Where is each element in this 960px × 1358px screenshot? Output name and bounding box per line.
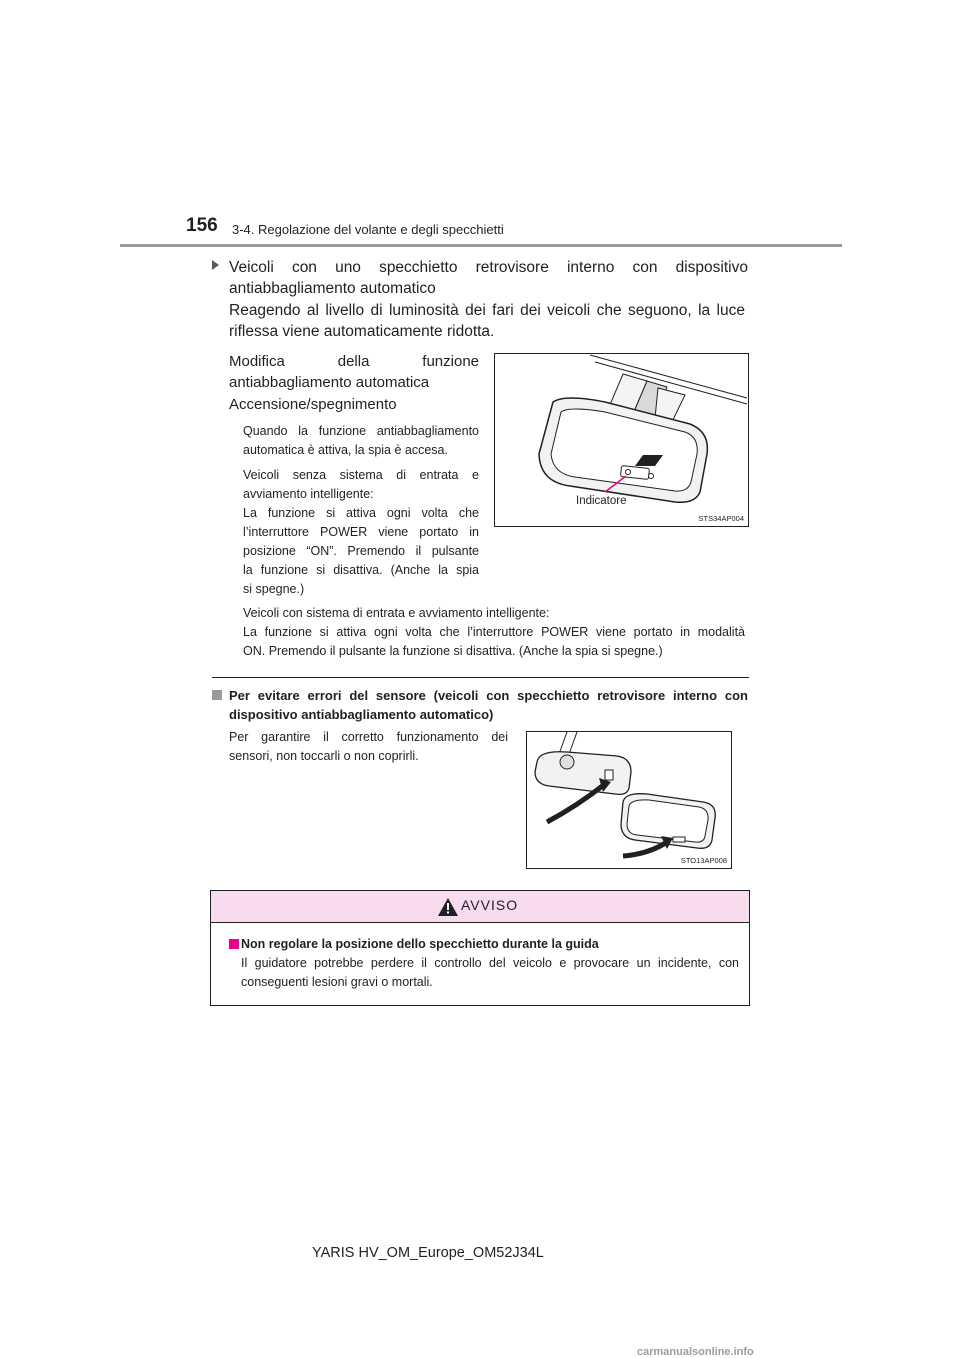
paragraph-active-indicator [243,422,479,460]
sensor-line2: sensori, non toccarli o non coprirli. [229,749,419,763]
function-title-line2: antiabbagliamento automatica [229,374,430,391]
warning-body-line2: conseguenti lesioni gravi o mortali. [241,975,433,989]
warning-body-line1: Il guidatore potrebbe perdere il controllo del veicolo e provocare un incidente, con [241,956,739,970]
mirror-heading-line2: antiabbagliamento automatico [229,280,436,297]
para2-line: l’interruttore POWER viene portato in [243,525,479,539]
function-title [229,351,479,393]
sensor-illustration [527,732,731,868]
watermark: carmanualsonline.info [637,1346,754,1358]
para2-line: posizione “ON”. Premendo il pulsante [243,544,479,558]
sensor-heading [212,686,748,724]
indicator-label: Indicatore [576,495,627,507]
para3-line: La funzione si attiva ogni volta che l’interruttore POWER viene portato in modalità [243,625,745,639]
para2-line: Veicoli senza sistema di entrata e [243,468,479,482]
para1-line1: Quando la funzione antiabbagliamento [243,424,479,438]
square-bullet-icon [229,939,239,949]
sensor-paragraph [229,728,508,766]
sensor-location-figure [526,731,732,869]
paragraph-smart-entry [243,604,745,661]
triangle-right-icon [212,260,219,270]
figure2-code: STO13AP008 [680,856,727,865]
function-subtitle: Accensione/spegnimento [229,396,397,413]
section-divider [212,677,749,678]
sensor-line1: Per garantire il corretto funzionamento dei [229,730,508,744]
warning-item-title: Non regolare la posizione dello specchietto durante la guida [241,937,599,951]
footer-manual-code: YARIS HV_OM_Europe_OM52J34L [312,1245,544,1261]
page-number: 156 [186,215,218,236]
mirror-indicator-figure [494,353,749,527]
sensor-heading-line2: dispositivo antiabbagliamento automatico) [229,707,494,722]
warning-title: AVVISO [461,897,519,913]
paragraph-no-smart-entry [243,466,479,599]
para2-line: La funzione si attiva ogni volta che [243,506,479,520]
section-title: 3-4. Regolazione del volante e degli specchietti [232,222,504,237]
sensor-heading-line1: Per evitare errori del sensore (veicoli con specchietto retrovisore interno con [229,688,748,703]
intro-paragraph [229,300,745,342]
mirror-illustration [495,354,748,526]
warning-header [211,891,749,923]
para2-line: avviamento intelligente: [243,487,374,501]
warning-triangle-icon [438,898,458,916]
warning-item [229,935,739,992]
square-bullet-icon [212,690,222,700]
para3-line: ON. Premendo il pulsante la funzione si disattiva. (Anche la spia si spegne.) [243,644,663,658]
figure1-code: STS34AP004 [698,514,744,523]
para2-line: la funzione si disattiva. (Anche la spia [243,563,479,577]
para3-line: Veicoli con sistema di entrata e avviamento intelligente: [243,606,550,620]
function-title-line1: Modifica della funzione [229,353,479,370]
intro-line1: Reagendo al livello di luminosità dei fari dei veicoli che seguono, la luce [229,302,745,319]
mirror-heading [212,257,748,299]
para1-line2: automatica è attiva, la spia è accesa. [243,443,448,457]
warning-box [210,890,750,1006]
para2-line: si spegne.) [243,582,305,596]
header-rule [120,244,842,247]
intro-line2: riflessa viene automaticamente ridotta. [229,323,495,340]
mirror-heading-line1: Veicoli con uno specchietto retrovisore interno con dispositivo [229,259,748,276]
